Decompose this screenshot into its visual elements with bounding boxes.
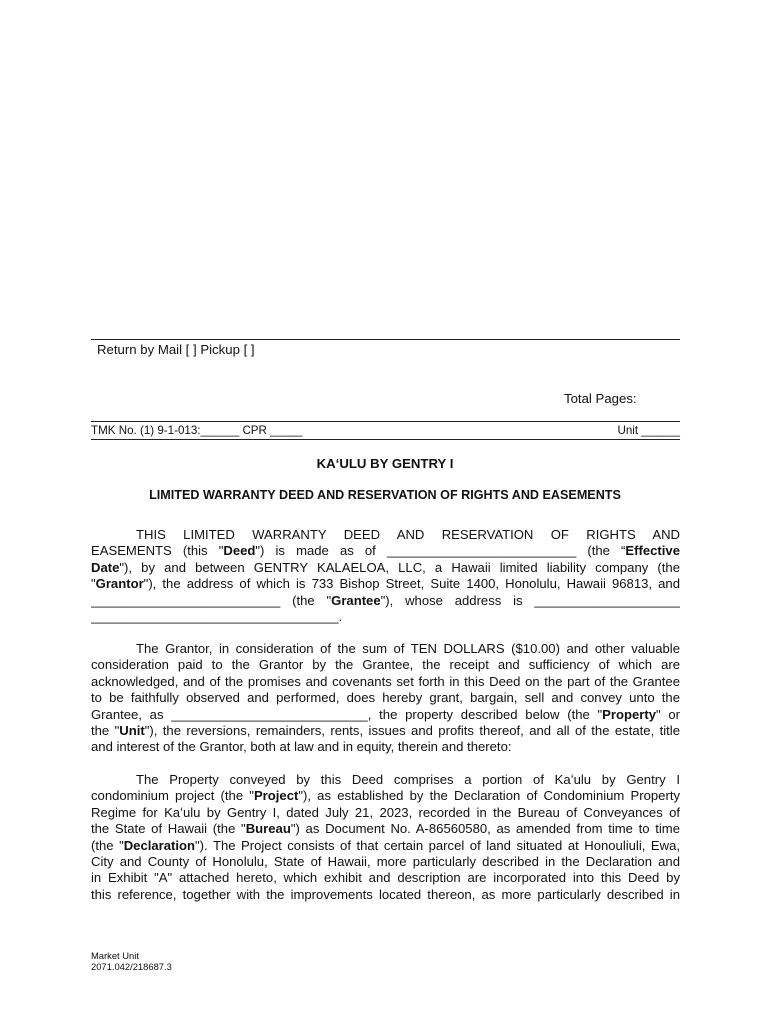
consideration-line-2: consideration paid to the Grantor by the Grantee, the receipt and sufficiency of which are [91,657,680,673]
opening-line-1: THIS LIMITED WARRANTY DEED AND RESERVATION OF RIGHTS AND [136,527,680,542]
project-term: Project [253,788,299,804]
property-line-7: in Exhibit "A" attached hereto, which exhibit and description are incorporated into this Deed by [91,870,680,886]
grantor-term: Grantor [95,576,144,592]
consideration-line-5: Grantee, as ___________________________, the property described below (the "Property" or [91,706,680,722]
date-term: Date [91,559,120,575]
deed-term: Deed [223,543,256,559]
recording-top-rule [91,339,680,340]
opening-line-5: __________________________ (the "Grantee"), whose address is ____________________ [91,592,680,608]
property-line-4: the State of Hawaii (the "Bureau") as Document No. A-86560580, as amended from time to time [91,821,680,837]
property-line-5: (the "Declaration"). The Project consists of that certain parcel of land situated at Honouliuli, Ewa, [91,837,680,853]
declaration-term: Declaration [123,837,196,853]
opening-line-2: EASEMENTS (this "Deed") is made as of __________________________ (the “Effective [91,543,680,559]
footer-unit-type: Market Unit [91,950,139,961]
unit-term: Unit [119,723,145,739]
consideration-line-3: acknowledged, and of the promises and covenants set forth in this Deed on the part of the Grantee [91,673,680,689]
opening-line-3: Date"), by and between GENTRY KALAELOA, LLC, a Hawaii limited liability company (the [91,559,680,575]
tmk-bottom-rule [91,439,680,440]
bureau-term: Bureau [245,821,291,837]
consideration-line-4: to be faithfully observed and performed, does hereby grant, bargain, sell and convey unto the [91,690,680,706]
consideration-line-6: the "Unit"), the reversions, remainders, rents, issues and profits thereof, and all of the estate, title [91,723,680,739]
effective-term: Effective [625,543,680,559]
property-line-2: condominium project (the "Project"), as established by the Declaration of Condominium Property [91,788,680,804]
property-line-3: Regime for Kaʻulu by Gentry I, dated July 21, 2023, recorded in the Bureau of Conveyances of [91,804,680,820]
property-paragraph [91,772,680,903]
opening-line-6: __________________________________. [91,609,343,625]
opening-line-4: "Grantor"), the address of which is 733 Bishop Street, Suite 1400, Honolulu, Hawaii 96813, and [91,576,680,592]
footer-document-number: 2071.042/218687.3 [91,961,172,972]
consideration-line-7: and interest of the Grantor, both at law and in equity, therein and thereto: [91,739,512,755]
total-pages-label: Total Pages: [564,391,637,406]
consideration-line-1: The Grantor, in consideration of the sum of TEN DOLLARS ($10.00) and other valuable [136,641,680,656]
tmk-top-rule [91,421,680,422]
tmk-number: TMK No. (1) 9-1-013:______ CPR _____ [91,424,303,437]
unit-number: Unit ______ [617,424,680,437]
document-title: KA‘ULU BY GENTRY I [316,456,454,471]
property-line-6: City and County of Honolulu, State of Hawaii, more particularly described in the Declaration and [91,854,680,870]
return-by-line: Return by Mail [ ] Pickup [ ] [97,342,255,357]
consideration-paragraph [91,641,680,756]
property-line-8: this reference, together with the improvements located thereon, as more particularly described in [91,886,680,902]
opening-paragraph [91,527,680,625]
property-line-1: The Property conveyed by this Deed comprises a portion of Kaʻulu by Gentry I [136,772,680,787]
document-subtitle: LIMITED WARRANTY DEED AND RESERVATION OF RIGHTS AND EASEMENTS [149,488,621,502]
grantee-term: Grantee [331,592,381,608]
property-term: Property [602,706,656,722]
